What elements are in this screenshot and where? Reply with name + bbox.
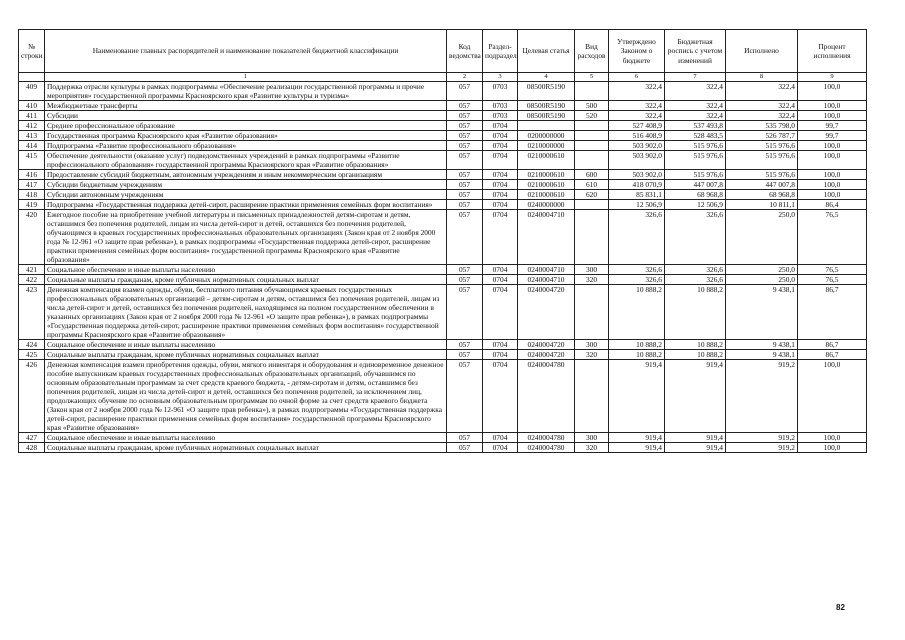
expense-type: 620 [575, 190, 609, 200]
row-name: Подпрограмма «Развитие профессионального образования» [45, 141, 447, 151]
table-row [19, 170, 867, 180]
row-name: Подпрограмма «Государственная поддержка детей-сирот, расширение практики применения семейных форм воспитания» [45, 200, 447, 210]
schedule-amount: 919,4 [665, 443, 726, 453]
dept-code: 057 [447, 170, 483, 180]
dept-code: 057 [447, 151, 483, 170]
row-number: 415 [19, 151, 45, 170]
execution-percent: 100,0 [798, 180, 867, 190]
header-executed: Исполнено [726, 30, 798, 73]
dept-code: 057 [447, 265, 483, 275]
row-name: Социальные выплаты гражданам, кроме публичных нормативных социальных выплат [45, 350, 447, 360]
schedule-amount: 10 888,2 [665, 340, 726, 350]
row-number: 416 [19, 170, 45, 180]
approved-amount: 322,4 [609, 82, 665, 101]
column-number: 6 [609, 73, 665, 82]
row-number: 413 [19, 131, 45, 141]
approved-amount: 10 888,2 [609, 340, 665, 350]
table-row [19, 443, 867, 453]
dept-code: 057 [447, 190, 483, 200]
dept-code: 057 [447, 350, 483, 360]
table-row [19, 265, 867, 275]
expense-type [575, 121, 609, 131]
execution-percent: 100,0 [798, 141, 867, 151]
expense-type: 300 [575, 340, 609, 350]
expense-type [575, 360, 609, 433]
target-code: 0210000610 [518, 190, 575, 200]
table-row [19, 82, 867, 101]
section-code: 0703 [483, 101, 518, 111]
column-number: 5 [575, 73, 609, 82]
row-number: 414 [19, 141, 45, 151]
target-code: 08500R5190 [518, 101, 575, 111]
executed-amount: 9 438,1 [726, 340, 798, 350]
executed-amount: 9 438,1 [726, 350, 798, 360]
dept-code: 057 [447, 82, 483, 101]
target-code: 0240004720 [518, 340, 575, 350]
row-name: Государственная программа Красноярского края «Развитие образования» [45, 131, 447, 141]
column-number: 4 [518, 73, 575, 82]
approved-amount: 10 888,2 [609, 285, 665, 340]
approved-amount: 326,6 [609, 265, 665, 275]
execution-percent: 100,0 [798, 82, 867, 101]
approved-amount: 326,6 [609, 275, 665, 285]
dept-code: 057 [447, 210, 483, 265]
table-row [19, 101, 867, 111]
table-row [19, 180, 867, 190]
table-row [19, 433, 867, 443]
row-name: Поддержка отрасли культуры в рамках подпрограммы «Обеспечение реализации государственной программы и прочие мероприятия» государственной программы Красноярского края «Развитие культуры и туризма» [45, 82, 447, 101]
target-code: 0240000000 [518, 200, 575, 210]
schedule-amount: 12 506,9 [665, 200, 726, 210]
expense-type: 520 [575, 111, 609, 121]
dept-code: 057 [447, 141, 483, 151]
row-number: 425 [19, 350, 45, 360]
column-number-row [19, 73, 867, 82]
row-name: Предоставление субсидий бюджетным, автономным учреждениям и иным некоммерческим организациям [45, 170, 447, 180]
dept-code: 057 [447, 443, 483, 453]
schedule-amount: 515 976,6 [665, 151, 726, 170]
row-name: Социальное обеспечение и иные выплаты населению [45, 433, 447, 443]
table-row [19, 151, 867, 170]
target-code: 0210000610 [518, 151, 575, 170]
row-name: Субсидии автономным учреждениям [45, 190, 447, 200]
approved-amount: 85 831,1 [609, 190, 665, 200]
budget-table [18, 29, 867, 453]
executed-amount: 919,2 [726, 443, 798, 453]
execution-percent: 100,0 [798, 151, 867, 170]
execution-percent: 86,7 [798, 285, 867, 340]
target-code: 0210000610 [518, 180, 575, 190]
row-number: 419 [19, 200, 45, 210]
dept-code: 057 [447, 275, 483, 285]
table-row [19, 190, 867, 200]
row-number: 423 [19, 285, 45, 340]
execution-percent: 76,5 [798, 275, 867, 285]
header-dept: Код ведомства [447, 30, 483, 73]
executed-amount: 68 968,8 [726, 190, 798, 200]
approved-amount: 12 506,9 [609, 200, 665, 210]
section-code: 0704 [483, 151, 518, 170]
executed-amount: 526 787,7 [726, 131, 798, 141]
schedule-amount: 515 976,6 [665, 141, 726, 151]
target-code [518, 121, 575, 131]
section-code: 0704 [483, 200, 518, 210]
section-code: 0704 [483, 190, 518, 200]
expense-type: 320 [575, 275, 609, 285]
approved-amount: 516 408,9 [609, 131, 665, 141]
section-code: 0704 [483, 433, 518, 443]
table-row [19, 141, 867, 151]
table-row [19, 131, 867, 141]
executed-amount: 9 438,1 [726, 285, 798, 340]
row-number: 421 [19, 265, 45, 275]
target-code: 0200000000 [518, 131, 575, 141]
schedule-amount: 447 007,8 [665, 180, 726, 190]
target-code: 0240004710 [518, 275, 575, 285]
executed-amount: 250,0 [726, 275, 798, 285]
executed-amount: 919,2 [726, 360, 798, 433]
header-row [19, 30, 867, 73]
expense-type: 320 [575, 443, 609, 453]
table-row [19, 340, 867, 350]
dept-code: 057 [447, 340, 483, 350]
row-name: Социальное обеспечение и иные выплаты населению [45, 265, 447, 275]
schedule-amount: 326,6 [665, 265, 726, 275]
expense-type [575, 82, 609, 101]
expense-type [575, 285, 609, 340]
table-row [19, 285, 867, 340]
schedule-amount: 322,4 [665, 82, 726, 101]
schedule-amount: 919,4 [665, 360, 726, 433]
expense-type: 600 [575, 170, 609, 180]
execution-percent: 100,0 [798, 443, 867, 453]
section-code: 0704 [483, 131, 518, 141]
section-code: 0703 [483, 111, 518, 121]
approved-amount: 503 902,0 [609, 141, 665, 151]
schedule-amount: 68 968,8 [665, 190, 726, 200]
section-code: 0704 [483, 170, 518, 180]
section-code: 0704 [483, 210, 518, 265]
expense-type: 610 [575, 180, 609, 190]
expense-type: 320 [575, 350, 609, 360]
execution-percent: 100,0 [798, 101, 867, 111]
row-number: 420 [19, 210, 45, 265]
column-number: 7 [665, 73, 726, 82]
approved-amount: 10 888,2 [609, 350, 665, 360]
table-body [19, 82, 867, 453]
row-number: 412 [19, 121, 45, 131]
section-code: 0704 [483, 285, 518, 340]
section-code: 0704 [483, 180, 518, 190]
section-code: 0704 [483, 141, 518, 151]
expense-type: 300 [575, 265, 609, 275]
dept-code: 057 [447, 131, 483, 141]
target-code: 08500R5190 [518, 111, 575, 121]
row-name: Социальное обеспечение и иные выплаты населению [45, 340, 447, 350]
row-name: Среднее профессиональное образование [45, 121, 447, 131]
column-number: 2 [447, 73, 483, 82]
section-code: 0704 [483, 443, 518, 453]
row-name: Ежегодное пособие на приобретение учебной литературы и письменных принадлежностей детям-сиротам и детям, оставшимся без попечения родителей, лицам из числа детей-сирот и детей, оставшихся без попечения родителей, обучающимся в краевых государственных профессиональных образовательных организациях (Закон края от 2 ноября 2000 года № 12-961 «О защите прав ребенка»), в рамках подпрограммы «Государственная поддержка детей-сирот, расширение практики применения семейных форм воспитания» государственной программы Красноярского края «Развитие образования» [45, 210, 447, 265]
row-number: 422 [19, 275, 45, 285]
approved-amount: 919,4 [609, 433, 665, 443]
row-number: 417 [19, 180, 45, 190]
header-name: Наименование главных распорядителей и наименование показателей бюджетной классификации [45, 30, 447, 73]
target-code: 0240004720 [518, 285, 575, 340]
target-code: 0240004720 [518, 350, 575, 360]
row-number: 411 [19, 111, 45, 121]
expense-type [575, 151, 609, 170]
execution-percent: 86,4 [798, 200, 867, 210]
expense-type [575, 131, 609, 141]
approved-amount: 322,4 [609, 111, 665, 121]
approved-amount: 919,4 [609, 443, 665, 453]
table-row [19, 360, 867, 433]
executed-amount: 919,2 [726, 433, 798, 443]
row-number: 427 [19, 433, 45, 443]
execution-percent: 100,0 [798, 360, 867, 433]
schedule-amount: 322,4 [665, 111, 726, 121]
row-name: Денежная компенсация взамен приобретения одежды, обуви, мягкого инвентаря и оборудования и единовременное денежное пособие выпускникам краевых государственных профессиональных образовательных организаций, обучавшимся по основным образовательным программам за счет средств краевого бюджета, - детям-сиротам и детям, оставшимся без попечения родителей, лицам из числа детей-сирот и детей, оставшихся без попечения родителей, за исключением лиц, продолжающих обучение по основным образовательным программам по очной форме за счет средств краевого бюджета (Закон края от 2 ноября 2000 года № 12-961 «О защите прав ребенка»), в рамках подпрограммы «Государственная поддержка детей-сирот, расширение практики применения семейных форм воспитания» государственной программы Красноярского края «Развитие образования» [45, 360, 447, 433]
header-percent: Процент исполнения [798, 30, 867, 73]
schedule-amount: 515 976,6 [665, 170, 726, 180]
execution-percent: 76,5 [798, 210, 867, 265]
section-code: 0704 [483, 265, 518, 275]
row-number: 409 [19, 82, 45, 101]
approved-amount: 322,4 [609, 101, 665, 111]
row-name: Денежная компенсация взамен одежды, обуви, бесплатного питания обучающимся краевых государственных профессиональных образовательных организаций – детям-сиротам и детям, оставшимся без попечения родителей, лицам из числа детей-сирот и детей, оставшихся без попечения родителей, находящимся на полном государственном обеспечении в указанных организациях (Закон края от 2 ноября 2000 года № 12-961 «О защите прав ребенка»), в рамках подпрограммы «Государственная поддержка детей-сирот, расширение практики применения семейных форм воспитания» государственной программы Красноярского края «Развитие образования» [45, 285, 447, 340]
column-number: 1 [45, 73, 447, 82]
schedule-amount: 919,4 [665, 433, 726, 443]
column-number: 9 [798, 73, 867, 82]
target-code: 0210000000 [518, 141, 575, 151]
expense-type [575, 200, 609, 210]
section-code: 0704 [483, 121, 518, 131]
executed-amount: 250,0 [726, 265, 798, 275]
row-name: Субсидии [45, 111, 447, 121]
row-number: 424 [19, 340, 45, 350]
target-code: 0240004780 [518, 360, 575, 433]
page-number: 82 [836, 603, 845, 612]
row-number: 418 [19, 190, 45, 200]
target-code: 0210000610 [518, 170, 575, 180]
dept-code: 057 [447, 101, 483, 111]
row-name: Субсидии бюджетным учреждениям [45, 180, 447, 190]
row-number: 410 [19, 101, 45, 111]
dept-code: 057 [447, 200, 483, 210]
schedule-amount: 326,6 [665, 210, 726, 265]
execution-percent: 100,0 [798, 170, 867, 180]
execution-percent: 100,0 [798, 111, 867, 121]
table-row [19, 121, 867, 131]
schedule-amount: 537 493,8 [665, 121, 726, 131]
executed-amount: 322,4 [726, 111, 798, 121]
dept-code: 057 [447, 121, 483, 131]
table-row [19, 111, 867, 121]
approved-amount: 503 902,0 [609, 151, 665, 170]
executed-amount: 322,4 [726, 82, 798, 101]
executed-amount: 515 976,6 [726, 151, 798, 170]
execution-percent: 99,7 [798, 131, 867, 141]
header-schedule: Бюджетная роспись с учетом изменений [665, 30, 726, 73]
executed-amount: 10 811,1 [726, 200, 798, 210]
header-type: Вид расходов [575, 30, 609, 73]
section-code: 0704 [483, 275, 518, 285]
row-name: Обеспечение деятельности (оказание услуг) подведомственных учреждений в рамках подпрограммы «Развитие профессионального образования» государственной программы Красноярского края «Развитие образования» [45, 151, 447, 170]
section-code: 0703 [483, 82, 518, 101]
approved-amount: 418 070,9 [609, 180, 665, 190]
header-section: Раздел-подраздел [483, 30, 518, 73]
dept-code: 057 [447, 360, 483, 433]
executed-amount: 250,0 [726, 210, 798, 265]
approved-amount: 326,6 [609, 210, 665, 265]
row-name: Социальные выплаты гражданам, кроме публичных нормативных социальных выплат [45, 443, 447, 453]
header-target: Целевая статья [518, 30, 575, 73]
dept-code: 057 [447, 285, 483, 340]
table-row [19, 200, 867, 210]
executed-amount: 515 976,6 [726, 170, 798, 180]
schedule-amount: 10 888,2 [665, 350, 726, 360]
execution-percent: 86,7 [798, 340, 867, 350]
column-number: 8 [726, 73, 798, 82]
table-row [19, 350, 867, 360]
header-row-no: № строки [19, 30, 45, 73]
table-row [19, 275, 867, 285]
execution-percent: 76,5 [798, 265, 867, 275]
schedule-amount: 10 888,2 [665, 285, 726, 340]
header-approved: Утверждено Законом о бюджете [609, 30, 665, 73]
schedule-amount: 326,6 [665, 275, 726, 285]
approved-amount: 919,4 [609, 360, 665, 433]
section-code: 0704 [483, 350, 518, 360]
executed-amount: 535 798,0 [726, 121, 798, 131]
executed-amount: 322,4 [726, 101, 798, 111]
schedule-amount: 528 483,5 [665, 131, 726, 141]
approved-amount: 527 408,9 [609, 121, 665, 131]
expense-type: 500 [575, 101, 609, 111]
executed-amount: 515 976,6 [726, 141, 798, 151]
row-number: 428 [19, 443, 45, 453]
dept-code: 057 [447, 111, 483, 121]
row-name: Межбюджетные трансферты [45, 101, 447, 111]
target-code: 0240004710 [518, 265, 575, 275]
execution-percent: 86,7 [798, 350, 867, 360]
section-code: 0704 [483, 360, 518, 433]
row-number: 426 [19, 360, 45, 433]
dept-code: 057 [447, 180, 483, 190]
target-code: 0240004780 [518, 433, 575, 443]
target-code: 08500R5190 [518, 82, 575, 101]
target-code: 0240004710 [518, 210, 575, 265]
row-name: Социальные выплаты гражданам, кроме публичных нормативных социальных выплат [45, 275, 447, 285]
expense-type [575, 210, 609, 265]
execution-percent: 100,0 [798, 433, 867, 443]
execution-percent: 100,0 [798, 190, 867, 200]
table-row [19, 210, 867, 265]
schedule-amount: 322,4 [665, 101, 726, 111]
dept-code: 057 [447, 433, 483, 443]
section-code: 0704 [483, 340, 518, 350]
execution-percent: 99,7 [798, 121, 867, 131]
target-code: 0240004780 [518, 443, 575, 453]
expense-type [575, 141, 609, 151]
approved-amount: 503 902,0 [609, 170, 665, 180]
expense-type: 300 [575, 433, 609, 443]
executed-amount: 447 007,8 [726, 180, 798, 190]
column-number: 3 [483, 73, 518, 82]
